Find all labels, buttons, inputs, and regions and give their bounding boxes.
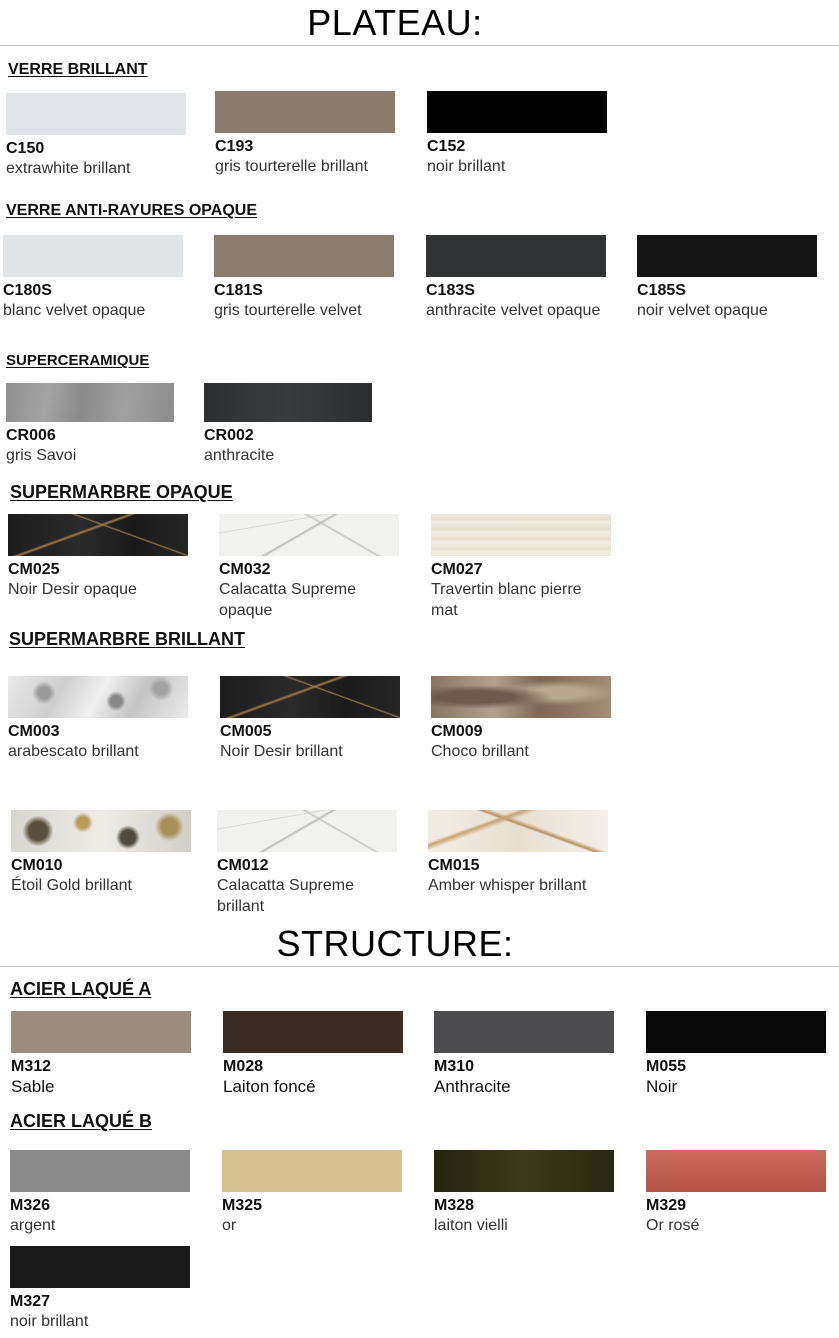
swatch-name: Anthracite	[434, 1077, 511, 1096]
swatch-m310	[434, 1011, 614, 1097]
swatch-code: M055	[646, 1058, 687, 1075]
swatch-name: Noir Desir opaque	[8, 581, 137, 598]
swatch-chip	[10, 1246, 190, 1288]
swatch-name: Travertin blanc pierre mat	[431, 581, 582, 619]
swatch-name: or	[222, 1217, 237, 1234]
swatch-chip	[646, 1011, 826, 1053]
swatch-code: M028	[223, 1058, 264, 1075]
swatch-chip	[8, 514, 188, 556]
swatch-chip	[11, 810, 191, 852]
swatch-code: M328	[434, 1197, 475, 1214]
swatch-m055	[646, 1011, 826, 1097]
swatch-code: C185S	[637, 282, 686, 299]
swatch-chip	[426, 235, 606, 277]
swatch-m326	[10, 1150, 190, 1236]
swatch-name: noir brillant	[427, 158, 506, 175]
swatch-c150	[6, 93, 186, 179]
swatch-cm015	[428, 810, 608, 896]
swatch-chip	[6, 383, 174, 422]
swatch-name: Étoil Gold brillant	[11, 877, 132, 894]
section-title-supermarbre-opaque: SUPERMARBRE OPAQUE	[10, 482, 233, 502]
swatch-code: M325	[222, 1197, 263, 1214]
swatch-chip	[3, 235, 183, 277]
swatch-m329	[646, 1150, 826, 1236]
swatch-name: Calacatta Supreme brillant	[217, 877, 354, 915]
swatch-code: C180S	[3, 282, 52, 299]
swatch-name: Calacatta Supreme opaque	[219, 581, 356, 619]
swatch-name: extrawhite brillant	[6, 160, 131, 177]
swatch-code: CR006	[6, 427, 56, 444]
swatch-name: Or rosé	[646, 1217, 700, 1234]
swatch-name: noir brillant	[10, 1313, 89, 1330]
swatch-name: gris tourterelle brillant	[215, 158, 368, 175]
swatch-chip	[219, 514, 399, 556]
swatch-code: CM025	[8, 561, 60, 578]
swatch-cm003	[8, 676, 188, 762]
swatch-code: CR002	[204, 427, 254, 444]
swatch-name: gris Savoi	[6, 447, 77, 464]
swatch-m325	[222, 1150, 402, 1236]
swatch-m028	[223, 1011, 403, 1097]
swatch-name: blanc velvet opaque	[3, 302, 146, 319]
swatch-code: CM009	[431, 723, 483, 740]
swatch-name: noir velvet opaque	[637, 302, 768, 319]
section-title-acier-laque-a: ACIER LAQUÉ A	[10, 979, 152, 999]
swatch-chip	[217, 810, 397, 852]
swatch-chip	[6, 93, 186, 135]
section-title-superceramique: SUPERCERAMIQUE	[6, 352, 150, 369]
swatch-chip	[214, 235, 394, 277]
swatch-code: CM027	[431, 561, 483, 578]
swatch-name: Laiton foncé	[223, 1077, 316, 1096]
swatch-code: C152	[427, 138, 466, 155]
swatch-c180s	[3, 235, 183, 321]
swatch-chip	[637, 235, 817, 277]
swatch-chip	[10, 1150, 190, 1192]
swatch-name: anthracite	[204, 447, 275, 464]
swatch-chip	[428, 810, 608, 852]
swatch-c183s	[426, 235, 606, 321]
structure-divider	[0, 966, 839, 967]
structure-title: STRUCTURE:	[276, 923, 514, 964]
swatch-code: CM010	[11, 857, 63, 874]
section-title-acier-laque-b: ACIER LAQUÉ B	[10, 1111, 153, 1131]
swatch-name: anthracite velvet opaque	[426, 302, 601, 319]
swatch-chip	[215, 91, 395, 133]
swatch-name: gris tourterelle velvet	[214, 302, 362, 319]
swatch-name: arabescato brillant	[8, 743, 139, 760]
swatch-cr006	[6, 383, 174, 466]
swatch-name: argent	[10, 1217, 56, 1234]
swatch-c152	[427, 91, 607, 177]
swatch-cr002	[204, 383, 372, 466]
swatch-code: M312	[11, 1058, 52, 1075]
swatch-m327	[10, 1246, 190, 1332]
swatch-chip	[204, 383, 372, 422]
swatch-name: Noir	[646, 1077, 678, 1096]
swatch-code: M327	[10, 1293, 51, 1310]
section-title-supermarbre-brillant: SUPERMARBRE BRILLANT	[9, 629, 245, 649]
swatch-code: M310	[434, 1058, 475, 1075]
section-title-verre-anti-rayures: VERRE ANTI-RAYURES OPAQUE	[6, 202, 257, 219]
swatch-code: CM015	[428, 857, 480, 874]
swatch-cm027	[431, 514, 611, 621]
swatch-cm009	[431, 676, 611, 762]
swatch-name: Choco brillant	[431, 743, 529, 760]
swatch-c185s	[637, 235, 817, 321]
swatch-name: Sable	[11, 1077, 55, 1096]
swatch-code: CM032	[219, 561, 271, 578]
swatch-cm032	[219, 514, 399, 621]
swatch-chip	[434, 1011, 614, 1053]
swatch-chip	[8, 676, 188, 718]
swatch-code: CM012	[217, 857, 269, 874]
swatch-chip	[431, 514, 611, 556]
swatch-chip	[646, 1150, 826, 1192]
swatch-c181s	[214, 235, 394, 321]
section-title-verre-brillant: VERRE BRILLANT	[8, 61, 148, 78]
swatch-code: C183S	[426, 282, 475, 299]
swatch-code: CM005	[220, 723, 272, 740]
swatch-chip	[434, 1150, 614, 1192]
swatch-code: C193	[215, 138, 254, 155]
swatch-code: M329	[646, 1197, 687, 1214]
swatch-code: C181S	[214, 282, 263, 299]
swatch-m312	[11, 1011, 191, 1097]
swatch-code: C150	[6, 140, 45, 157]
swatch-chip	[427, 91, 607, 133]
swatch-name: Noir Desir brillant	[220, 743, 343, 760]
swatch-m328	[434, 1150, 614, 1236]
swatch-cm005	[220, 676, 400, 762]
swatch-chip	[431, 676, 611, 718]
swatch-cm025	[8, 514, 188, 600]
swatch-code: CM003	[8, 723, 60, 740]
swatch-cm012	[217, 810, 397, 917]
plateau-divider	[0, 45, 839, 46]
swatch-c193	[215, 91, 395, 177]
plateau-title: PLATEAU:	[307, 2, 483, 43]
swatch-chip	[223, 1011, 403, 1053]
swatch-name: laiton vielli	[434, 1217, 508, 1234]
swatch-name: Amber whisper brillant	[428, 877, 587, 894]
swatch-code: M326	[10, 1197, 51, 1214]
swatch-chip	[11, 1011, 191, 1053]
swatch-chip	[220, 676, 400, 718]
swatch-cm010	[11, 810, 191, 896]
swatch-chip	[222, 1150, 402, 1192]
